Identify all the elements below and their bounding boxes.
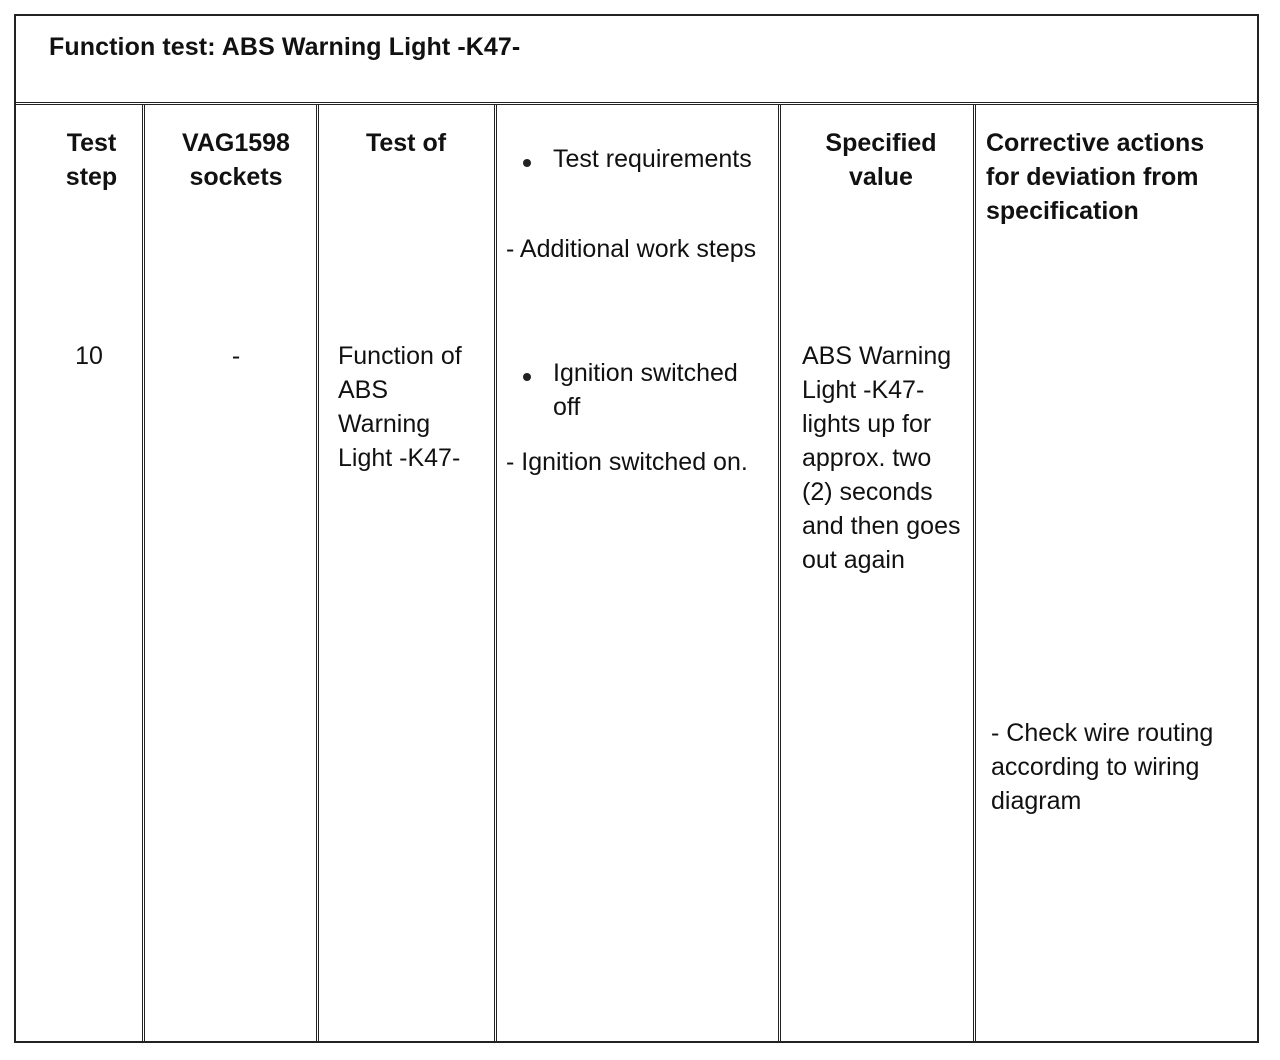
table-title: Function test: ABS Warning Light -K47- (49, 33, 521, 61)
header-corrective-actions: Corrective actions for deviation from specification (986, 129, 1205, 225)
cell-test-of: Function of ABS Warning Light -K47- (338, 342, 462, 472)
column-divider (973, 105, 976, 1041)
test-table (14, 14, 1259, 1043)
header-test-step: Test step (65, 129, 118, 191)
cell-corrective-actions: - Check wire routing according to wiring diagram (991, 719, 1214, 815)
header-additional-work-steps: - Additional work steps (506, 235, 757, 263)
column-divider (778, 105, 781, 1041)
header-test-of: Test of (365, 129, 447, 157)
cell-sockets: - (231, 342, 241, 370)
column-divider (142, 105, 145, 1041)
bullet-icon (523, 373, 531, 381)
header-vag1598-sockets: VAG1598 sockets (182, 129, 290, 191)
header-specified-value: Specified value (825, 129, 937, 191)
column-divider (316, 105, 319, 1041)
cell-test-step: 10 (75, 342, 103, 370)
cell-requirements: Ignition switched off (553, 359, 738, 421)
title-row (16, 16, 1257, 105)
column-divider (494, 105, 497, 1041)
header-test-requirements: Test requirements (553, 145, 752, 173)
bullet-icon (523, 159, 531, 167)
cell-specified-value: ABS Warning Light -K47- lights up for approx. two (2) seconds and then goes out again (802, 342, 961, 574)
cell-work-steps: - Ignition switched on. (506, 448, 748, 476)
